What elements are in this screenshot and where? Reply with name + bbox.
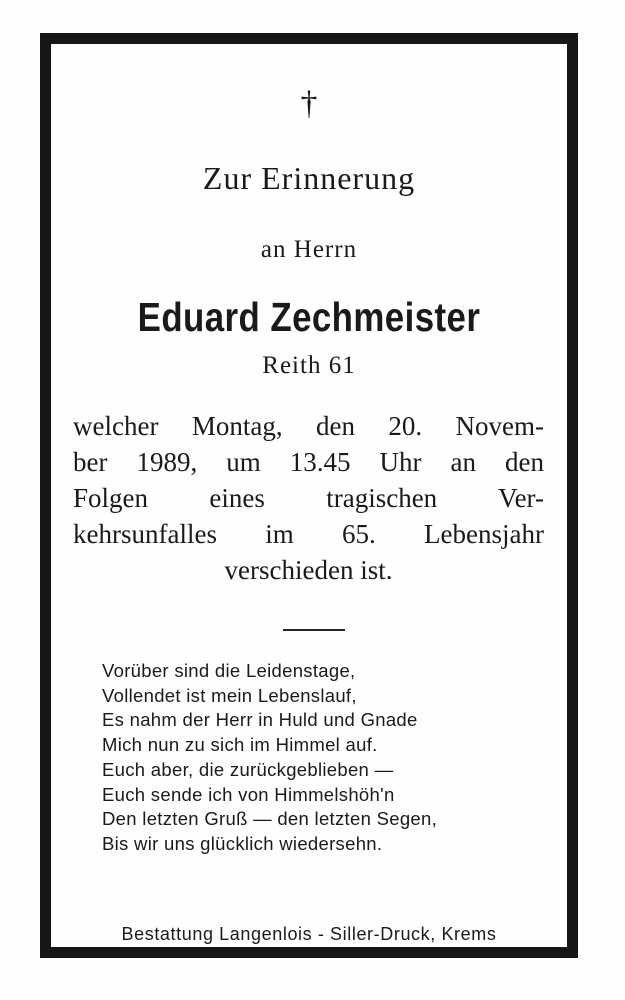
- notice-line: welcher Montag, den 20. Novem-: [73, 411, 544, 441]
- death-notice: [73, 408, 544, 588]
- divider: [283, 629, 345, 631]
- memorial-card: [40, 33, 578, 958]
- poem-line: Mich nun zu sich im Himmel auf.: [102, 734, 378, 756]
- address: Reith 61: [262, 352, 356, 379]
- cross-icon: †: [300, 85, 318, 122]
- notice-line: Folgen eines tragischen Ver-: [73, 483, 544, 513]
- deceased-name: Eduard Zechmeister: [137, 294, 481, 340]
- notice-line: verschieden ist.: [224, 555, 393, 585]
- poem-line: Euch aber, die zurückgeblieben —: [102, 758, 394, 780]
- poem-line: Vollendet ist mein Lebenslauf,: [102, 684, 357, 706]
- notice-line: ber 1989, um 13.45 Uhr an den: [73, 447, 544, 477]
- notice-line: kehrsunfalles im 65. Lebensjahr: [73, 519, 544, 549]
- poem-line: Euch sende ich von Himmelshöh'n: [102, 783, 395, 805]
- poem-line: Den letzten Gruß — den letzten Segen,: [102, 808, 438, 830]
- printer-footer: Bestattung Langenlois - Siller-Druck, Krems: [121, 924, 497, 944]
- poem: [102, 659, 437, 857]
- heading: Zur Erinnerung: [202, 160, 416, 196]
- poem-line: Es nahm der Herr in Huld und Gnade: [102, 709, 418, 731]
- poem-line: Vorüber sind die Leidenstage,: [102, 660, 356, 681]
- poem-line: Bis wir uns glücklich wiedersehn.: [102, 832, 383, 854]
- salutation: an Herrn: [260, 236, 358, 263]
- card-content: [51, 44, 567, 947]
